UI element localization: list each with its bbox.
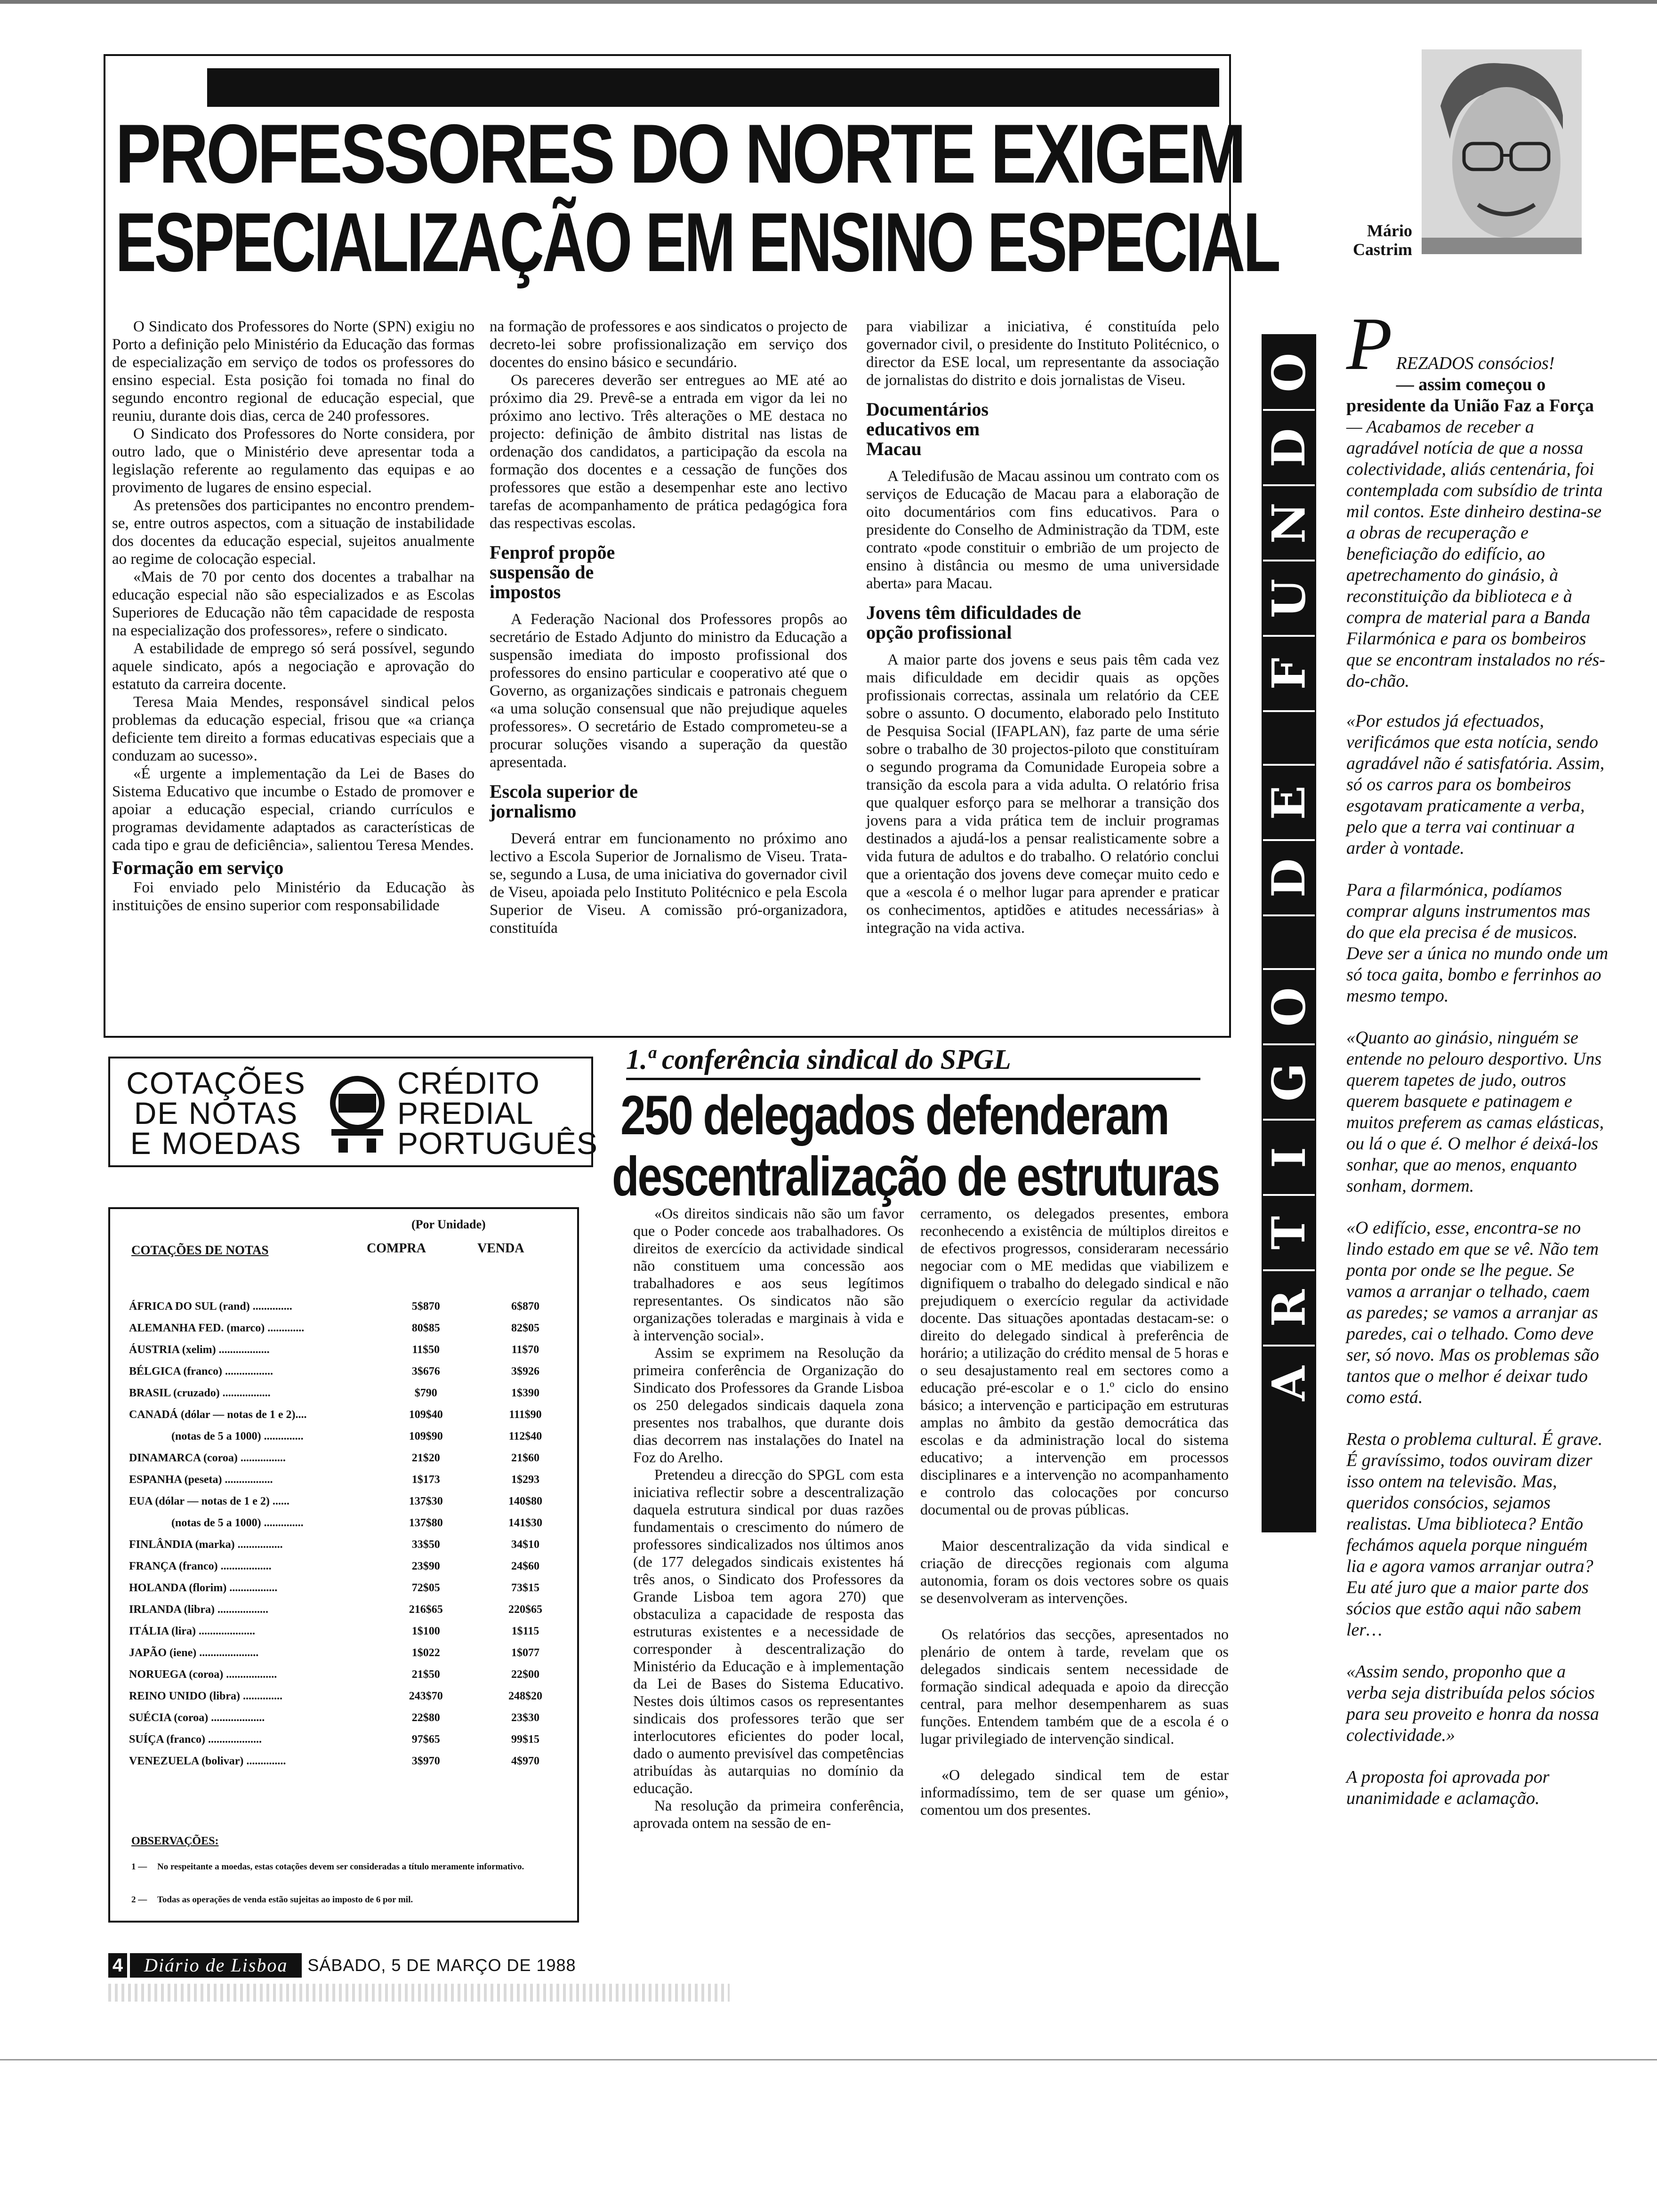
article2-paragraph: «O delegado sindical tem de estar informadíssimo, tem de ser quase um génio», comentou um dos presentes. [920,1766,1229,1818]
sell-rate: 21$60 [511,1452,539,1464]
vertical-letter: E [1263,766,1315,841]
sidebar-intro-greeting: REZADOS consócios! [1396,353,1555,373]
buy-rate: 3$970 [411,1755,440,1767]
article1-paragraph: A Teledifusão de Macau assinou um contrato com os serviços de Educação de Macau para a elaboração de oito documentários com fins educativos. Para o presidente do Conselho de Administração da TDM, este contrato «pode constituir o embrião de um projecto de ensino à distância ou mesmo de uma universidade aberta» para Macau. [866,468,1219,592]
article2-paragraph: Na resolução da primeira conferência, aprovada ontem na sessão de en- [633,1797,904,1831]
buy-rate: 80$85 [411,1322,440,1334]
page-number: 4 [108,1953,127,1978]
currency-name: ÁFRICA DO SUL (rand) .............. [129,1300,292,1313]
sidebar-paragraph: «Por estudos já efectuados, verificámos que esta notícia, sendo agradável não é satisfatória. Assim, só os carros para os bombeiros esgotavam praticamente a verba, pelo que a terra vai continuar a arder à vontade. [1346,711,1605,858]
article1-paragraph: A Federação Nacional dos Professores propôs ao secretário de Estado Adjunto do ministro da Educação a suspensão imediata do imposto profissional dos professores do ensino particular e cooperativo até que o Governo, as organizações sindicais e patronais cheguem «a uma solução consensual que não prejudique aqueles professores». O secretário de Estado comprometeu-se a procurar soluções visando a superação da questão apresentada. [490,611,847,771]
artigo-de-fundo-vertical-title [1262,334,1316,1532]
buy-rate: 33$50 [411,1539,440,1551]
sell-rate: 112$40 [508,1430,542,1443]
article2-kicker: 1.ª conferência sindical do SPGL [626,1044,1011,1075]
currency-name: BRASIL (cruzado) ................. [129,1387,271,1399]
banner-line: E MOEDAS [130,1126,302,1161]
article2-paragraph: Os relatórios das secções, apresentados no plenário de ontem à tarde, revelam que os delegados sindicais sentem necessidade de formação sindical adequada e apoio da direcção central, para melhor desempenharem as suas funções. Entendem também que de a escola é o lugar privilegiado de intervenção sindical. [920,1626,1229,1747]
currency-name: DINAMARCA (coroa) ................ [129,1452,286,1464]
article2-paragraph: Maior descentralização da vida sindical e criação de direcções regionais com alguma autonomia, foram os dois vectores sobre os quais se desenvolveram as intervenções. [920,1537,1229,1606]
rates-col-buy: COMPRA [367,1241,426,1256]
buy-rate: 21$20 [411,1452,440,1464]
kicker-rule [626,1078,1200,1080]
sell-rate: 1$115 [511,1625,539,1637]
rates-row [129,1508,577,1530]
vertical-letter [1263,712,1315,766]
currency-name: VENEZUELA (bolivar) .............. [129,1755,286,1767]
issue-date: SÁBADO, 5 DE MARÇO DE 1988 [307,1956,576,1975]
sell-rate: 220$65 [508,1603,542,1616]
rates-row [129,1724,577,1746]
sell-rate: 1$077 [511,1647,539,1659]
rates-row [129,1356,577,1378]
buy-rate: 1$022 [411,1647,440,1659]
obs-number: 2 — [131,1895,147,1905]
rates-row [129,1595,577,1616]
rates-row [129,1638,577,1659]
buy-rate: 11$50 [412,1344,440,1356]
vertical-letter: G [1263,1045,1315,1121]
article1-paragraph: A maior parte dos jovens e seus pais têm cada vez mais dificuldade em decidir quais as opções profissionais correctas, assinala um relatório da CEE sobre o assunto. O documento, elaborado pelo Instituto de Pesquisa Social (IFAPLAN), faz parte de uma série sobre o trabalho de 30 projectos-piloto que constituíram o segundo programa da Comunidade Europeia sobre a transição da escola para a vida adulta. O relatório frisa que qualquer esforço para se melhorar a transição dos jovens para a vida prática tem de incluir programas destinados a ajudá-los a pensar realisticamente sobre a vida futura de adultos e do trabalho. O relatório conclui que a orientação dos jovens deve começar muito cedo e que a «escola é o melhor lugar para aprender e praticar os conhecimentos, aptidões e atitudes necessárias» à integração na vida activa. [866,651,1219,937]
scan-bottom-line [0,2059,1657,2060]
vertical-letter: O [1263,970,1315,1045]
currency-name: ESPANHA (peseta) ................. [129,1474,273,1486]
currency-name: SUÍÇA (franco) ................... [129,1733,262,1746]
footer-bar [108,1953,720,1978]
scan-top-border [0,0,1657,4]
rates-row [129,1573,577,1595]
currency-name: ALEMANHA FED. (marco) ............. [129,1322,305,1334]
sell-rate: 4$970 [511,1755,539,1767]
currency-name: IRLANDA (libra) .................. [129,1603,269,1616]
vertical-letter: N [1263,486,1315,561]
author-photo [1422,49,1582,254]
paper-name: Diário de Lisboa [130,1953,302,1978]
obs-number: 1 — [131,1862,147,1872]
sell-rate: 24$60 [511,1560,539,1572]
currency-name: EUA (dólar — notas de 1 e 2) ...... [129,1495,290,1507]
article1-paragraph: As pretensões dos participantes no encontro prendem-se, entre outros aspectos, com a situação de instabilidade dos docentes da educação especial, sujeitos anualmente ao regime de colocação especial. [112,497,475,568]
rates-obs1 [131,1861,555,1873]
subheading-fenprof: Fenprof propõe suspensão de impostos [490,542,615,602]
article1-paragraph: «É urgente a implementação da Lei de Bases do Sistema Educativo que incumbe o Estado de promover e apoiar a educação especial, criando currículos e programas devidamente adaptados as características de cada tipo e grau de deficiência», salientou Teresa Mendes. [112,765,475,854]
buy-rate: 23$90 [411,1560,440,1572]
currency-name: SUÉCIA (coroa) ................... [129,1712,265,1724]
sidebar-paragraph: «Quanto ao ginásio, ninguém se entende no pelouro desportivo. Uns querem tapetes de judo, outros querem basquete e patinagem e muitos preferem as camas elásticas, ou lá o que é. O melhor é deixá-los sonhar, que ao menos, enquanto sonham, dormem. [1346,1028,1604,1196]
currency-name: NORUEGA (coroa) .................. [129,1668,277,1681]
rates-row [129,1703,577,1724]
article2-paragraph: «Os direitos sindicais não são um favor que o Poder concede aos trabalhadores. Os direitos de exercício da actividade sindical não constituem uma concessão aos trabalhadores e aos seus legítimos representantes. Os sindicatos não são organizações toleradas e marginais à vida e à intervenção social». [633,1205,904,1344]
sell-rate: 11$70 [511,1344,539,1356]
subheading-macau: Documentários educativos em Macau [866,399,989,459]
rates-row [129,1551,577,1573]
vertical-letter: U [1263,561,1315,637]
rates-row [129,1465,577,1486]
article1-paragraph: na formação de professores e aos sindicatos o projecto de decreto-lei sobre profissionalização em serviço dos docentes do ensino básico e secundário. [490,318,847,371]
rates-row [129,1616,577,1638]
rates-obs2 [131,1894,555,1906]
banner-line: CRÉDITO [397,1066,540,1100]
currency-name: (notas de 5 a 1000) .............. [171,1517,304,1529]
main-headline-line2: ESPECIALIZAÇÃO EM ENSINO ESPECIAL [115,195,1279,289]
article1-paragraph: Foi enviado pelo Ministério da Educação às instituições de ensino superior com responsabilidade [112,879,475,914]
vertical-letter: I [1263,1121,1315,1196]
rates-col-sell: VENDA [477,1241,524,1256]
rates-banner [108,1057,598,1167]
sell-rate: 1$293 [511,1474,539,1486]
rates-row [129,1530,577,1551]
buy-rate: 5$870 [411,1300,440,1313]
vertical-letter: T [1263,1196,1315,1271]
scan-noise-strip [108,1984,730,2002]
sell-rate: 23$30 [511,1712,539,1724]
rates-row [129,1378,577,1400]
rates-table [129,1291,577,1768]
article2-column2 [920,1205,1229,1819]
article2-title-line1: 250 delegados defenderam [620,1084,1168,1146]
sidebar-column-text [1346,302,1610,1830]
subheading-jovens: Jovens têm dificuldades de opção profissional [866,602,1081,643]
buy-rate: 109$40 [409,1409,443,1421]
article2-paragraph: Assim se exprimem na Resolução da primeira conferência de Organização do Sindicato dos Professores da Grande Lisboa os 250 delegados sindicais daquela zona presentes nos trabalhos, que durante dois dias decorrem nas instalações do Inatel na Foz do Arelho. [633,1344,904,1466]
buy-rate: 109$90 [409,1430,443,1443]
rates-row [129,1659,577,1681]
bank-logo-icon [322,1075,393,1155]
article1-paragraph: para viabilizar a iniciativa, é constituída pelo governador civil, o presidente do Instituto Politécnico, o director da ESE local, um representante da associação de jornalistas do distrito e dois jornalistas de Viseu. [866,318,1219,389]
sidebar-paragraph: «O edifício, esse, encontra-se no lindo estado em que se vê. Não tem ponta por onde se lhe pegue. Se vamos a arranjar o telhado, caem as paredes; se vamos a arranjar as paredes, cai o telhado. Como deve ser, só novo. Mas os problemas são tantos que o melhor é deixar tudo como está. [1346,1218,1599,1407]
buy-rate: 97$65 [411,1733,440,1746]
sidebar-paragraph: Para a filarmónica, podíamos comprar alguns instrumentos mas do que ela precisa é de musicos. Deve ser a única no mundo onde um só toca gaita, bombo e ferrinhos ao mesmo tempo. [1346,880,1609,1006]
banner-line: DE NOTAS [134,1096,298,1130]
sell-rate: 111$90 [509,1409,542,1421]
sidebar-intro-italic: — Acabamos de receber a agradável notícia de que a nossa colectividade, aliás centenária, foi contemplada com subsídio de trinta mil contos. Este dinheiro destina-se a obras de recuperação e beneficiação do edifício, ao apetrechamento do ginásio, à reconstituição da biblioteca e à compra de material para a Banda Filarmónica e para os bombeiros que se encontram instalados no rés-do-chão. [1346,417,1605,691]
currency-name: (notas de 5 a 1000) .............. [171,1430,304,1443]
sell-rate: 6$870 [511,1300,539,1313]
buy-rate: 1$173 [411,1474,440,1486]
currency-name: ITÁLIA (lira) .................... [129,1625,256,1637]
sidebar-intro [1346,302,1610,692]
rates-per-unit: (Por Unidade) [411,1218,486,1231]
buy-rate: $790 [414,1387,437,1399]
rates-row [129,1400,577,1421]
author-name: Mário Castrim [1353,221,1412,259]
rates-table-box [108,1207,579,1923]
sidebar-intro-bold: — assim começou o presidente da União Faz a Força [1346,375,1594,416]
vertical-letter: R [1263,1271,1315,1346]
buy-rate: 216$65 [409,1603,443,1616]
currency-name: REINO UNIDO (libra) .............. [129,1690,283,1702]
article1-paragraph: A estabilidade de emprego só será possível, segundo aquele sindicato, após a negociação e aprovação do estatuto da carreira docente. [112,640,475,693]
sell-rate: 1$390 [511,1387,539,1399]
article1-column2 [490,318,847,937]
rates-row [129,1746,577,1768]
sidebar-paragraph: «Assim sendo, proponho que a verba seja distribuída pelos sócios para seu proveito e honra da nossa colectividade.» [1346,1662,1599,1745]
sidebar-paragraph: Resta o problema cultural. É grave. É gravíssimo, todos ouviram dizer isso ontem na televisão. Mas, queridos consócios, sejamos realistas. Uma biblioteca? Então fechámos aquela porque ninguém lia e agora vamos arranjar outra? Eu até juro que a maior parte dos sócios que estão aqui não sabem ler… [1346,1429,1603,1640]
banner-line: COTAÇÕES [126,1066,306,1100]
article1-paragraph: O Sindicato dos Professores do Norte considera, por outro lado, que o Ministério deve apresentar toda a legislação referente ao regulamento das equipas e ao provimento de lugares de ensino especial. [112,425,475,496]
vertical-letter: F [1263,637,1315,712]
main-headline-line1: PROFESSORES DO NORTE EXIGEM [115,107,1244,200]
sell-rate: 99$15 [511,1733,539,1746]
sell-rate: 140$80 [508,1495,542,1507]
currency-name: HOLANDA (florim) ................. [129,1582,278,1594]
currency-name: JAPÃO (iene) ..................... [129,1647,259,1659]
rates-row [129,1313,577,1335]
rates-row [129,1291,577,1313]
currency-name: FINLÂNDIA (marka) ................ [129,1539,283,1551]
vertical-letter: D [1263,841,1315,916]
buy-rate: 21$50 [411,1668,440,1681]
currency-name: FRANÇA (franco) .................. [129,1560,272,1572]
article1-column3 [866,318,1219,937]
vertical-letter: A [1262,1365,1316,1401]
vertical-letter: O [1263,336,1315,411]
vertical-letter: D [1263,411,1315,486]
article1-paragraph: O Sindicato dos Professores do Norte (SPN) exigiu no Porto a definição pelo Ministério da Educação das formas de especialização em serviço de todos os professores do ensino especial. Esta posição foi tomada no final do segundo encontro regional de educação especial, que reuniu, durante dois dias, cerca de 240 professores. [112,318,475,425]
sell-rate: 3$926 [511,1365,539,1378]
subheading-escola-jornalismo: Escola superior de jornalismo [490,781,638,822]
rates-row [129,1443,577,1465]
article1-paragraph: «Mais de 70 por cento dos docentes a trabalhar na educação especial não são especializados e as Escolas Superiores de Educação não têm capacidade de resposta na especialização dos professores», refere o sindicato. [112,569,475,639]
rates-row [129,1421,577,1443]
rates-banner-right [397,1066,598,1161]
currency-name: CANADÁ (dólar — notas de 1 e 2).... [129,1409,307,1421]
article1-paragraph: Os pareceres deverão ser entregues ao ME até ao próximo dia 29. Prevê-se a entrada em vigor da lei no próximo ano lectivo. Três alterações o ME destaca no projecto: definição de âmbito distrital nas listas de ordenação dos candidatos, a participação da escola na formação dos docentes e a cessação de funções dos professores que estão a desempenhar este ano lectivo tarefas de acompanhamento de prática pedagógica fora das respectivas escolas. [490,372,847,532]
obs-text: No respeitante a moedas, estas cotações devem ser consideradas a título meramente informativo. [157,1862,524,1872]
sidebar-paragraph: A proposta foi aprovada por unanimidade e aclamação. [1346,1767,1550,1808]
article2-column1 [633,1205,904,1832]
article1-paragraph: Teresa Maia Mendes, responsável sindical pelos problemas da educação especial, frisou que «a criança deficiente tem direito a formas educativas especiais que a conduzam ao sucesso». [112,694,475,764]
rates-col-name: COTAÇÕES DE NOTAS [131,1243,269,1257]
sell-rate: 34$10 [511,1539,539,1551]
buy-rate: 3$676 [411,1365,440,1378]
currency-name: ÁUSTRIA (xelim) .................. [129,1344,270,1356]
article2-paragraph: Pretendeu a direcção do SPGL com esta iniciativa reflectir sobre a descentralização daquela estrutura sindical por duas razões fundamentais o crescimento do número de professores sindicalizados nos últimos anos (de 177 delegados sindicais existentes há três anos, o Sindicato dos Professores da Grande Lisboa tem agora 270) que obstaculiza a capacidade de resposta das estruturas existentes e a necessidade de corresponder à descentralização do Ministério da Educação e à implementação da Lei de Bases do Sistema Educativo. Nestes dois últimos casos os representantes sindicais dos professores terão que ser interlocutores eficientes do poder local, dado o aumento previsível das competências atribuídas às autarquias no domínio da educação. [633,1466,904,1796]
buy-rate: 1$100 [411,1625,440,1637]
buy-rate: 137$80 [409,1517,443,1529]
buy-rate: 22$80 [411,1712,440,1724]
buy-rate: 243$70 [409,1690,443,1702]
sell-rate: 22$00 [511,1668,539,1681]
banner-line: PREDIAL [397,1096,534,1130]
rates-banner-left [124,1066,308,1161]
buy-rate: 72$05 [411,1582,440,1594]
sell-rate: 141$30 [508,1517,542,1529]
headline-top-bar [207,68,1219,107]
article1-paragraph: Deverá entrar em funcionamento no próximo ano lectivo a Escola Superior de Jornalismo de Viseu. Trata-se, segundo a Lusa, de uma iniciativa do governador civil de Viseu, apoiada pelo Instituto Politécnico e pela Escola Superior de Viseu. A comissão pró-organizadora, constituída [490,830,847,937]
banner-line: PORTUGUÊS [397,1126,598,1161]
drop-cap: P [1346,302,1392,385]
sell-rate: 73$15 [511,1582,539,1594]
article2-paragraph: cerramento, os delegados presentes, embora reconhecendo a existência de múltiplos direitos e de efectivos progressos, consideraram necessário negociar com o ME medidas que viabilizem e dignifiquem o trabalho do delegado sindical e não prejudiquem o exercício regular da actividade docente. Das situações apontadas destacam-se: o direito do delegado sindical à preferência de horário; a utilização do crédito mensal de 5 horas e o seu desajustamento real em sectores como a educação pré-escolar e o 1.º ciclo do ensino básico; a intervenção e participação em estruturas amplas no âmbito da gestão democrática das escolas e da administração local do sistema educativo; a intervenção em processos disciplinares e a intervenção no acompanhamento e controlo das colocações por concurso documental ou de provas públicas. [920,1205,1229,1518]
currency-name: BÉLGICA (franco) ................. [129,1365,273,1378]
vertical-letter [1263,916,1315,970]
portrait-image [1422,49,1582,254]
article2-title-line2: descentralização de estruturas [612,1146,1219,1208]
article1-column1 [112,318,475,914]
sell-rate: 248$20 [508,1690,542,1702]
rates-row [129,1335,577,1356]
rates-row [129,1486,577,1508]
sell-rate: 82$05 [511,1322,539,1334]
buy-rate: 137$30 [409,1495,443,1507]
rates-row [129,1681,577,1703]
subheading-formacao: Formação em serviço [112,857,284,878]
rates-obs-title: OBSERVAÇÕES: [131,1835,219,1847]
obs-text: Todas as operações de venda estão sujeitas ao imposto de 6 por mil. [157,1895,413,1905]
